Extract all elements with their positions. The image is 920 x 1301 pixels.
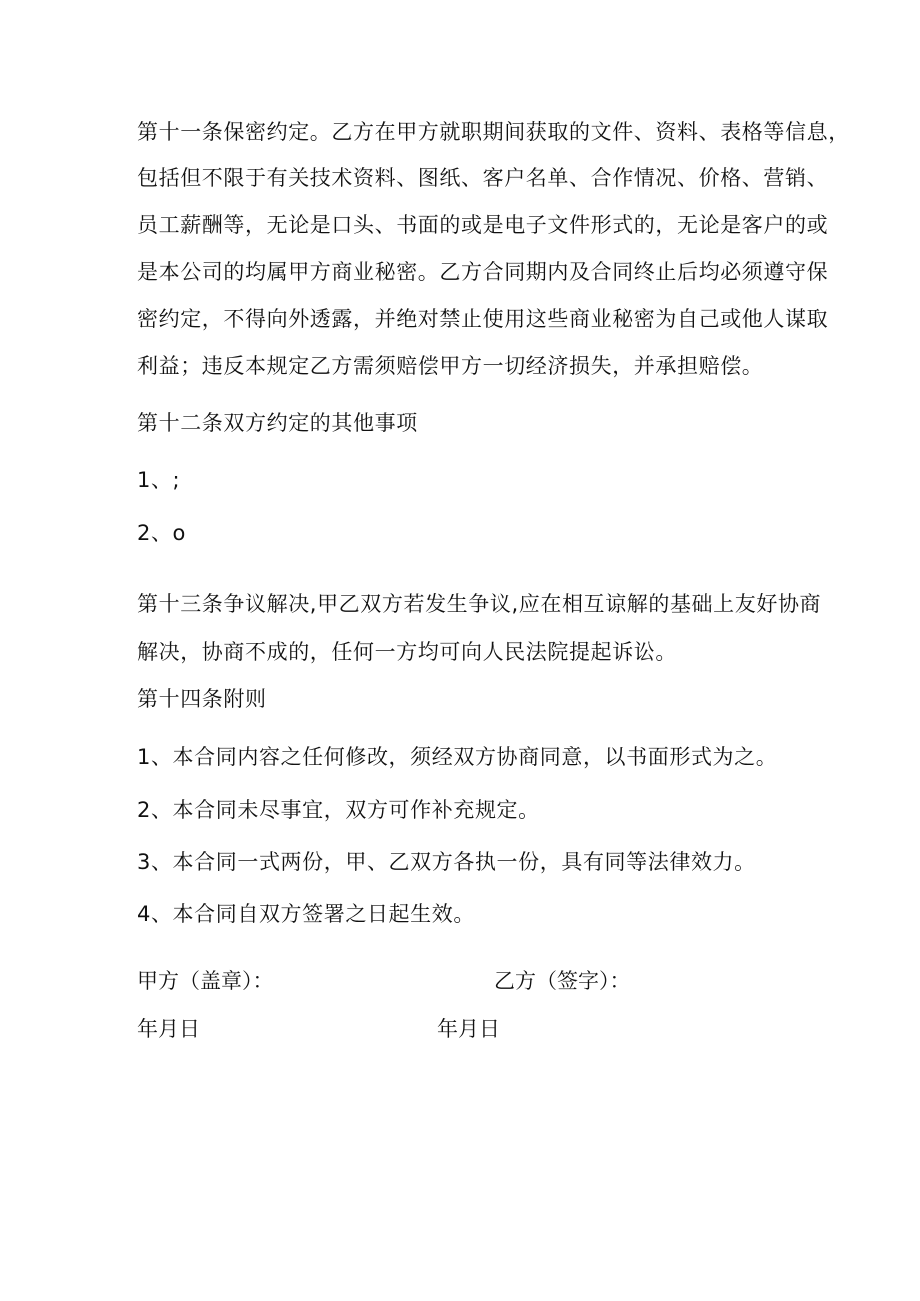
article-11-line-6: 利益；违反本规定乙方需须赔偿甲方一切经济损失，并承担赔偿。: [137, 354, 764, 378]
article-11-line-3: 员工薪酬等，无论是口头、书面的或是电子文件形式的，无论是客户的或: [137, 213, 829, 237]
article-12-item-2: 2、o: [137, 521, 187, 545]
party-a-seal-label: 甲方（盖章）：: [137, 969, 274, 993]
article-11-line-2: 包括但不限于有关技术资料、图纸、客户名单、合作情况、价格、营销、: [137, 166, 829, 190]
article-14-item-4: 4、本合同自双方签署之日起生效。: [137, 902, 475, 926]
article-13-line-2: 解决，协商不成的，任何一方均可向人民法院提起诉讼。: [137, 640, 677, 664]
article-14-title: 第十四条附则: [137, 687, 267, 711]
article-14-item-1: 1、本合同内容之任何修改，须经双方协商同意，以书面形式为之。: [137, 745, 778, 769]
party-b-date: 年月日: [437, 1017, 500, 1041]
article-11-line-5: 密约定，不得向外透露，并绝对禁止使用这些商业秘密为自己或他人谋取: [137, 307, 829, 331]
article-12-title: 第十二条双方约定的其他事项: [137, 411, 418, 435]
article-11-line-1: 第十一条保密约定。乙方在甲方就职期间获取的文件、资料、表格等信息，: [137, 120, 850, 144]
party-b-signature-label: 乙方（签字）：: [494, 969, 631, 993]
party-a-date: 年月日: [137, 1017, 200, 1041]
article-14-item-3: 3、本合同一式两份，甲、乙双方各执一份，具有同等法律效力。: [137, 850, 756, 874]
article-13-line-1: 第十三条争议解决,甲乙双方若发生争议,应在相互谅解的基础上友好协商: [137, 592, 822, 616]
article-14-item-2: 2、本合同未尽事宜，双方可作补充规定。: [137, 798, 540, 822]
article-12-item-1: 1、;: [137, 468, 181, 492]
article-11-line-4: 是本公司的均属甲方商业秘密。乙方合同期内及合同终止后均必须遵守保: [137, 260, 829, 284]
